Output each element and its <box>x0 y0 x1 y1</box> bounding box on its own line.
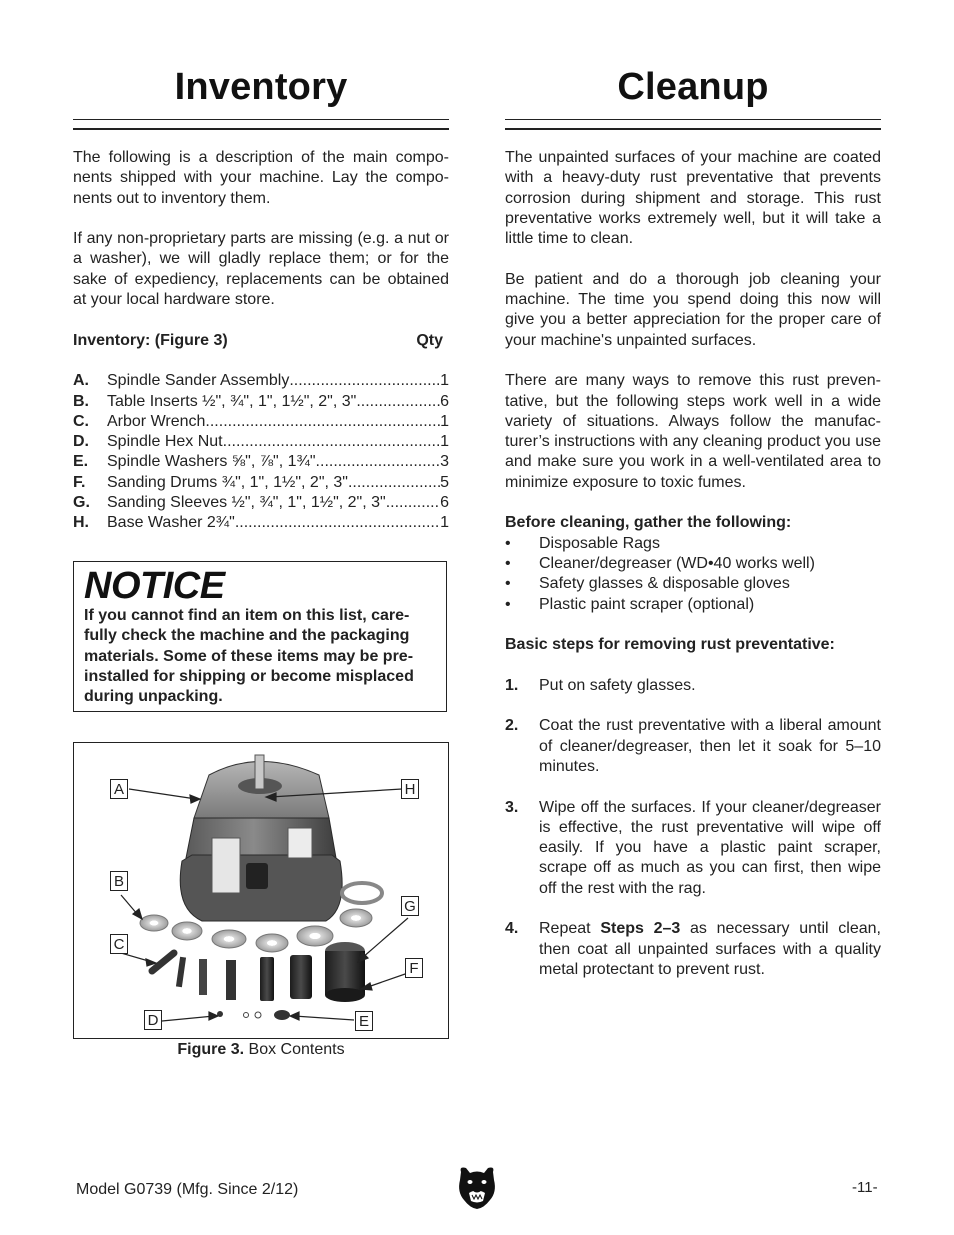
item-letter: E. <box>73 453 89 471</box>
item-qty: 5 <box>440 473 449 491</box>
item-qty: 1 <box>440 412 449 430</box>
steps-heading: Basic steps for removing rust preventative: <box>505 636 835 654</box>
item-qty: 1 <box>440 433 449 451</box>
cleanup-title: Cleanup <box>617 66 769 108</box>
inventory-item <box>73 392 449 412</box>
title-rule-thick <box>73 128 449 130</box>
qty-header: Qty <box>416 331 443 349</box>
gather-item-text: Plastic paint scraper (optional) <box>539 595 755 613</box>
sanding-sleeve-ring <box>342 883 382 903</box>
inventory-item <box>73 473 449 493</box>
inventory-list-header <box>73 331 449 351</box>
item-letter: H. <box>73 514 89 532</box>
cleanup-paragraph: Be patient and do a thorough job cleaning your machine. The time you spend doing this now will give you a better appreciation for the proper care of your machine's unpainted surfaces. <box>505 270 881 349</box>
callout-b: B <box>110 871 128 891</box>
leader-dots <box>316 452 441 472</box>
callout-d: D <box>144 1010 162 1030</box>
step-text-pre: Repeat <box>539 920 601 938</box>
step-item <box>505 798 881 899</box>
item-description: Sanding Drums ¾", 1", 1½", 2", 3" <box>107 473 348 491</box>
inventory-item <box>73 371 449 391</box>
inventory-item <box>73 513 449 533</box>
step-number: 1. <box>505 676 519 694</box>
bullet-mark: • <box>505 534 511 552</box>
cleanup-paragraph: There are many ways to remove this rust preventative, but the following steps work well in a wide variety of situations. Always follow the manufacturer’s instructions with any cleaning product you use and make sure you work in a well-ventilated area to minimize exposure to toxic fumes. <box>505 372 881 491</box>
leader-dots <box>223 432 440 452</box>
inventory-title: Inventory <box>174 66 348 108</box>
step-text-post: as necessary until clean, then coat all unpainted surfaces with a quality metal protectant to prevent rust. <box>539 920 881 978</box>
item-letter: D. <box>73 433 89 451</box>
item-letter: G. <box>73 494 90 512</box>
step-text-bold: Steps 2–3 <box>600 920 681 938</box>
title-rule <box>73 119 449 120</box>
item-qty: 6 <box>440 392 449 410</box>
gather-item <box>505 574 881 594</box>
gather-item-text: Safety glasses & disposable gloves <box>539 575 790 593</box>
step-text <box>539 919 881 980</box>
inventory-item <box>73 493 449 513</box>
notice-title: NOTICE <box>84 565 225 607</box>
cleanup-body <box>505 148 881 1000</box>
item-description: Spindle Washers ⅝", ⅞", 1¾" <box>107 453 316 471</box>
step-text: Put on safety glasses. <box>539 676 696 694</box>
bullet-mark: • <box>505 595 511 613</box>
gather-item <box>505 595 881 615</box>
gather-item-text: Disposable Rags <box>539 534 660 552</box>
step-number: 3. <box>505 798 519 816</box>
notice-text: If you cannot find an item on this list, carefully check the machine and the packaging materials. Some of these items may be preinstalled for shipping or become misplaced during unpacking. <box>84 607 414 706</box>
figure-caption <box>73 1041 449 1059</box>
inventory-list-label: Inventory: (Figure 3) <box>73 331 228 349</box>
inventory-body <box>73 148 449 534</box>
footer-model: Model G0739 (Mfg. Since 2/12) <box>76 1181 299 1198</box>
item-letter: A. <box>73 372 89 390</box>
callout-g: G <box>401 896 419 916</box>
item-description: Spindle Hex Nut <box>107 433 223 451</box>
step-item <box>505 919 881 980</box>
item-letter: B. <box>73 392 89 410</box>
title-rule <box>505 119 881 120</box>
box-contents-figure <box>73 742 449 1039</box>
bullet-mark: • <box>505 575 511 593</box>
item-letter: F. <box>73 473 86 491</box>
gather-item <box>505 554 881 574</box>
callout-e: E <box>355 1011 373 1031</box>
inventory-missing-parts: If any non-proprietary parts are missing (e.g. a nut or a washer), we will gladly replace them; or for the sake of expediency, replacements can be obtained at your local hardware store. <box>73 230 449 309</box>
figure-caption-label: Figure 3. <box>177 1041 245 1058</box>
item-qty: 6 <box>440 494 449 512</box>
step-text: Coat the rust preventative with a liberal amount of cleaner/degreaser, then let it soak for 5–10 minutes. <box>539 717 881 775</box>
bullet-mark: • <box>505 554 511 572</box>
arbor-wrench <box>152 953 174 971</box>
bear-head-icon <box>457 1166 497 1210</box>
leader-dots <box>289 371 440 391</box>
cleanup-paragraph: The unpainted surfaces of your machine are coated with a heavy-duty rust preventative that prevents corrosion during shipment and storage. This rust preventative works extremely well, but it will take a little time to clean. <box>505 149 881 248</box>
inventory-item <box>73 452 449 472</box>
callout-c: C <box>110 934 128 954</box>
inventory-list <box>73 371 449 533</box>
gather-heading: Before cleaning, gather the following: <box>505 514 792 532</box>
leader-dots <box>205 412 440 432</box>
leader-dots <box>356 392 440 412</box>
step-number: 4. <box>505 920 519 938</box>
item-description: Sanding Sleeves ½", ¾", 1", 1½", 2", 3" <box>107 494 386 512</box>
leader-dots <box>386 493 440 513</box>
item-letter: C. <box>73 412 89 430</box>
gather-list <box>505 534 881 615</box>
item-description: Table Inserts ½", ¾", 1", 1½", 2", 3" <box>107 392 357 410</box>
item-description: Arbor Wrench <box>107 412 206 430</box>
item-description: Base Washer 2¾" <box>107 514 235 532</box>
callout-h: H <box>401 779 419 799</box>
spindle-washers <box>244 1010 291 1020</box>
item-qty: 1 <box>440 514 449 532</box>
step-item <box>505 676 881 696</box>
item-qty: 1 <box>440 372 449 390</box>
page-number: -11- <box>852 1179 878 1196</box>
step-text: Wipe off the surfaces. If your cleaner/degreaser is effective, the rust preventative will wipe off easily. If you have a plastic paint scraper, scrape off as much as you can first, then wipe off the rest with the rag. <box>539 798 881 897</box>
gather-item-text: Cleaner/degreaser (WD•40 works well) <box>539 554 815 572</box>
spindle-sander-assembly <box>180 755 342 921</box>
leader-dots <box>348 473 440 493</box>
box-contents-illustration <box>74 743 448 1038</box>
item-description: Spindle Sander Assembly <box>107 372 290 390</box>
inventory-item <box>73 432 449 452</box>
figure-caption-text: Box Contents <box>248 1041 345 1058</box>
callout-a: A <box>110 779 128 799</box>
title-rule-thick <box>505 128 881 130</box>
step-number: 2. <box>505 717 519 735</box>
inventory-intro: The following is a description of the main components shipped with your machine. Lay the components out to inventory them. <box>73 149 449 207</box>
callout-f: F <box>405 958 423 978</box>
step-item <box>505 716 881 777</box>
inventory-item <box>73 412 449 432</box>
leader-dots <box>235 513 440 533</box>
item-qty: 3 <box>440 453 449 471</box>
notice-box <box>73 561 447 712</box>
gather-item <box>505 534 881 554</box>
